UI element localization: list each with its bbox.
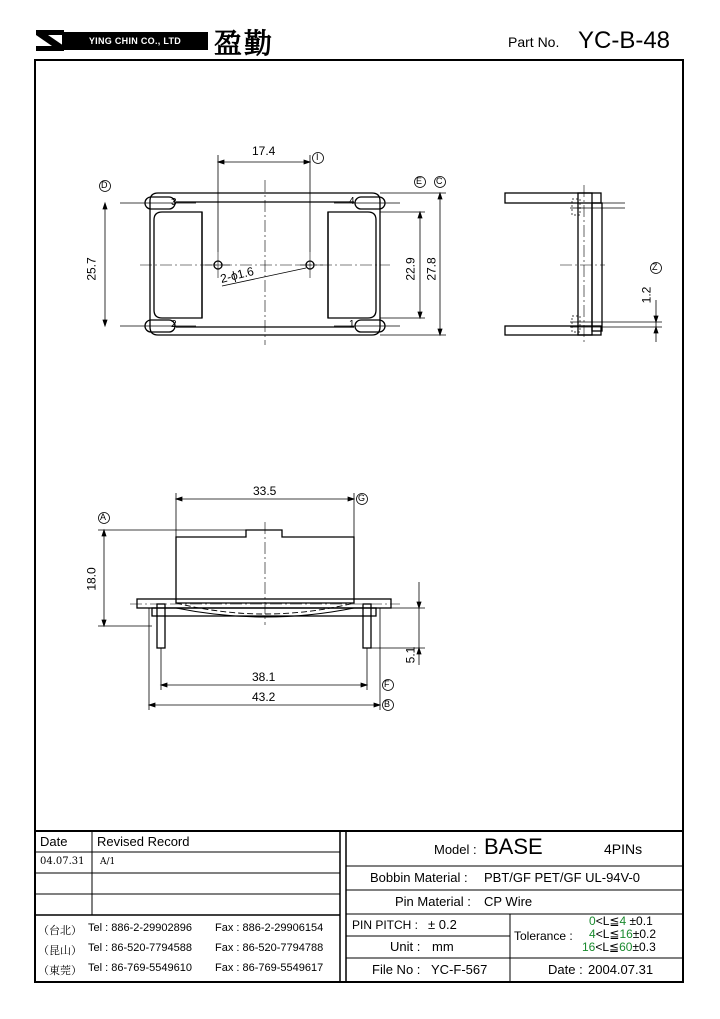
tolerance-low-1: 0 [589,914,596,928]
model-label: Model : [434,842,477,857]
contact-place-taipei: （台北） [38,925,82,937]
pin-pitch-value: ± 0.2 [428,917,457,932]
marker-b: B [384,699,391,709]
dim-pin-span: 38.1 [252,670,276,684]
bobbin-material-label: Bobbin Material : [370,870,468,885]
pin-material-label: Pin Material : [395,894,471,909]
tolerance-value-2: ±0.2 [632,927,657,941]
dim-top-width: 17.4 [252,144,276,158]
date-label: Date : [548,962,583,977]
dim-top-outer-height: 27.8 [424,257,439,281]
marker-a: A [100,512,107,522]
contact-tel-dongguan: Tel : 86-769-5549610 [88,962,192,974]
tolerance-high-1: 4 [619,914,627,928]
tolerance-label: Tolerance : [514,929,573,943]
tolerance-sep-2: <L≦ [595,927,620,941]
dim-front-top: 33.5 [253,484,277,498]
marker-c: C [436,176,443,186]
bobbin-material-value: PBT/GF PET/GF UL-94V-0 [484,870,641,885]
revision-col-date: Date [40,834,68,849]
unit-label: Unit : [390,939,421,954]
contact-tel-taipei: Tel : 886-2-29902896 [88,922,192,934]
tolerance-high-2: 16 [619,927,633,941]
unit-value: mm [432,939,454,954]
pin-material-value: CP Wire [484,894,533,909]
contact-place-dongguan: （東莞） [38,965,82,977]
marker-z: Z [652,262,658,272]
file-number-label: File No : [372,962,421,977]
company-chinese-name: 盈勤 [214,27,275,60]
part-number-label: Part No. [508,34,560,50]
tolerance-high-3: 60 [619,940,633,954]
contact-fax-taipei: Fax : 886-2-29906154 [215,922,324,934]
dim-top-inner-height: 22.9 [403,257,418,281]
tolerance-sep-3: <L≦ [595,940,620,954]
pin-count: 4PINs [604,841,643,857]
dim-overall-width: 43.2 [252,690,276,704]
dim-pin-length: 5.1 [403,646,418,664]
marker-d: D [101,180,108,190]
dim-holes: 2-ϕ1.6 [218,264,256,286]
tolerance-low-3: 16 [582,940,596,954]
tolerance-sep-1: <L≦ [595,914,620,928]
dim-top-left-height: 25.7 [84,257,99,281]
revision-row-date: 04.07.31 [40,856,85,867]
pin-label-1: 1 [349,319,355,330]
company-name-bar: YING CHIN CO., LTD [62,32,208,50]
tolerance-value-3: ±0.3 [632,940,656,954]
part-number: YC-B-48 [578,27,671,54]
dim-side-height: 1.2 [639,286,654,304]
pin-pitch-label: PIN PITCH : [352,918,419,932]
pin-label-3: 3 [171,197,177,208]
tolerance-value-1: ±0.1 [629,914,653,928]
contact-fax-dongguan: Fax : 86-769-5549617 [215,962,324,974]
contact-place-kunshan: （昆山） [38,945,82,957]
tolerance-low-2: 4 [589,927,596,941]
marker-f: F [384,679,390,689]
pin-label-2: 2 [171,319,177,330]
contact-tel-kunshan: Tel : 86-520-7794588 [88,942,192,954]
dim-front-height: 18.0 [84,567,99,591]
revision-row-record: A/1 [100,857,116,867]
file-number-value: YC-F-567 [431,962,488,977]
model-value: BASE [484,834,543,859]
pin-label-4: 4 [349,196,355,207]
date-value: 2004.07.31 [588,962,654,977]
marker-e: E [416,176,423,186]
marker-g: G [358,493,366,503]
contact-fax-kunshan: Fax : 86-520-7794788 [215,942,324,954]
tolerance-row-3 [582,941,656,954]
revision-col-record: Revised Record [97,834,190,849]
marker-i: I [316,152,319,162]
